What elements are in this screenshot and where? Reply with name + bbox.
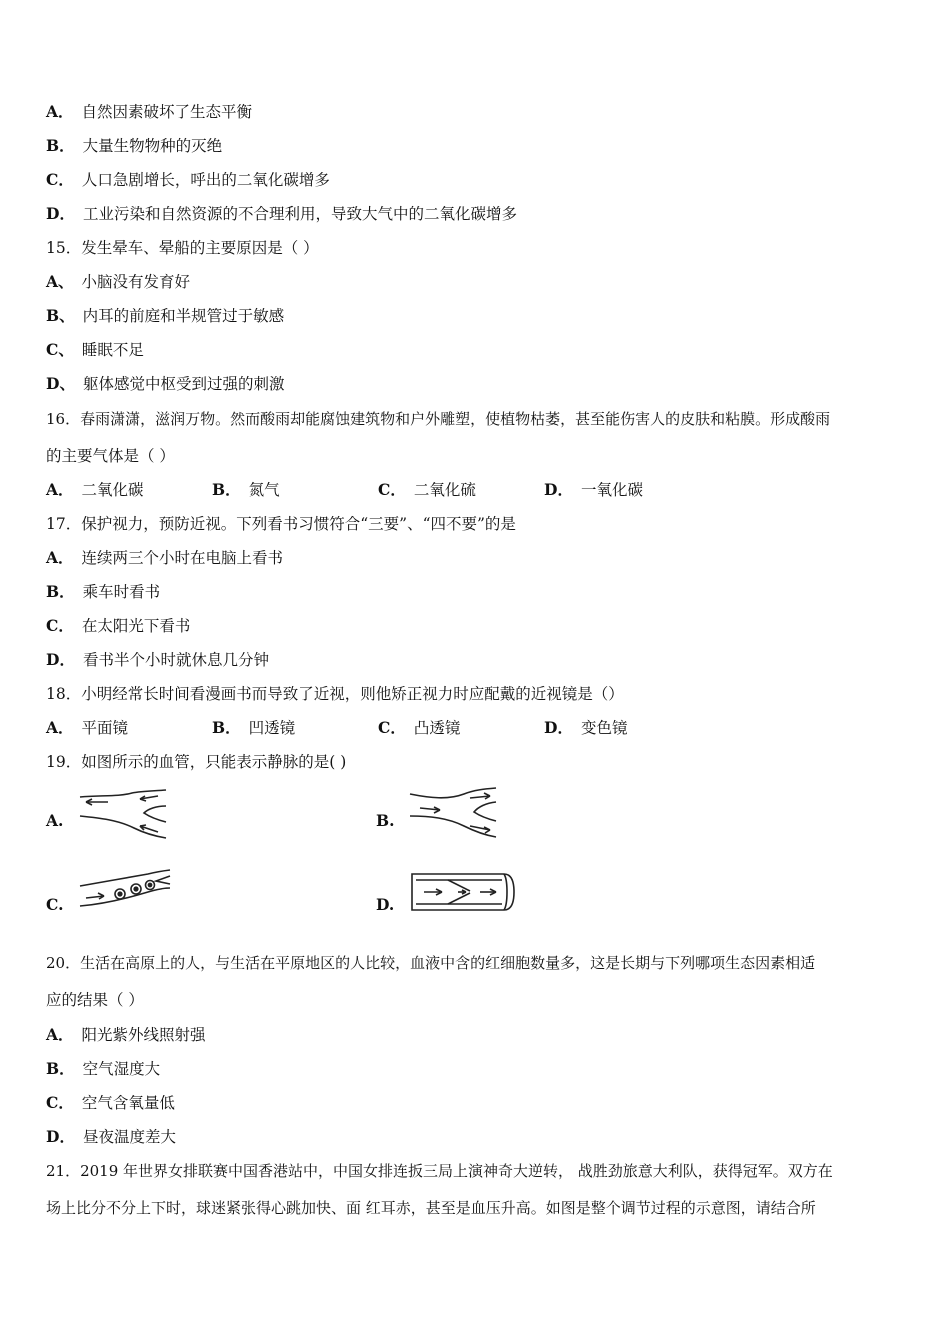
- q16-option-d: D． 一氧化碳: [544, 480, 643, 499]
- q16-option-c: C． 二氧化硫: [378, 480, 476, 499]
- q16-option-a: A． 二氧化碳: [46, 480, 144, 499]
- q17-option-b: B． 乘车时看书: [46, 582, 161, 601]
- q16-option-b: B． 氮气: [212, 480, 280, 499]
- q20-option-c: C． 空气含氧量低: [46, 1093, 175, 1112]
- q18-option-b: B． 凹透镜: [212, 718, 296, 737]
- q18-options-row: [46, 718, 627, 738]
- q19-label-b: B.: [376, 811, 395, 830]
- q14-option-d: D． 工业污染和自然资源的不合理利用，导致大气中的二氧化碳增多: [46, 204, 517, 223]
- q20-stem-line2: 应的结果（ ）: [46, 991, 144, 1009]
- q20-option-d: D． 昼夜温度差大: [46, 1127, 176, 1146]
- q19-label-c: C.: [46, 895, 64, 914]
- q19-figure-c-capillary: [78, 868, 174, 916]
- q21-stem-line1: 21．2019 年世界女排联赛中国香港站中，中国女排连扳三局上演神奇大逆转， 战胜劲旅意大利队，获得冠军。双方在: [46, 1162, 833, 1180]
- q17-stem: 17．保护视力，预防近视。下列看书习惯符合“三要”、“四不要”的是: [46, 515, 516, 533]
- q15-option-b: B、 内耳的前庭和半规管过于敏感: [46, 306, 285, 325]
- q17-option-a: A． 连续两三个小时在电脑上看书: [46, 548, 284, 567]
- q19-stem: 19．如图所示的血管，只能表示静脉的是( ): [46, 753, 347, 771]
- q16-stem-line1: 16．春雨潇潇，滋润万物。然而酸雨却能腐蚀建筑物和户外雕塑，使植物枯萎，甚至能伤害人的皮肤和粘膜。形成酸雨: [46, 410, 831, 428]
- q17-option-d: D． 看书半个小时就休息几分钟: [46, 650, 269, 669]
- q16-options-row: [46, 480, 643, 500]
- q20-option-a: A． 阳光紫外线照射强: [46, 1025, 206, 1044]
- q15-option-d: D、 躯体感觉中枢受到过强的刺激: [46, 374, 285, 393]
- q18-option-a: A． 平面镜: [46, 718, 129, 737]
- q21-stem-line2: 场上比分不分上下时，球迷紧张得心跳加快、面 红耳赤，甚至是血压升高。如图是整个调节过程的示意图，请结合所: [46, 1199, 816, 1217]
- q19-label-a: A.: [46, 811, 64, 830]
- q15-stem: 15．发生晕车、晕船的主要原因是（ ）: [46, 239, 319, 257]
- q18-stem: 18．小明经常长时间看漫画书而导致了近视，则他矫正视力时应配戴的近视镜是（）: [46, 685, 624, 703]
- q19-label-d: D.: [376, 895, 395, 914]
- q14-option-c: C． 人口急剧增长，呼出的二氧化碳增多: [46, 170, 330, 189]
- q18-option-d: D． 变色镜: [544, 718, 628, 737]
- q15-option-a: A、 小脑没有发育好: [46, 272, 191, 291]
- q18-option-c: C． 凸透镜: [378, 718, 461, 737]
- q19-figure-b-vessel: [408, 786, 500, 840]
- q14-option-b: B． 大量生物物种的灭绝: [46, 136, 223, 155]
- q17-option-c: C． 在太阳光下看书: [46, 616, 191, 635]
- q20-option-b: B． 空气湿度大: [46, 1059, 161, 1078]
- q14-option-a: A． 自然因素破坏了生态平衡: [46, 102, 253, 121]
- q19-figure-d-valve-vessel: [408, 870, 516, 914]
- q15-option-c: C、 睡眠不足: [46, 340, 144, 359]
- q16-stem-line2: 的主要气体是（ ）: [46, 447, 175, 465]
- q19-figure-a-vessel: [78, 788, 170, 840]
- q20-stem-line1: 20．生活在高原上的人，与生活在平原地区的人比较，血液中含的红细胞数量多，这是长期与下列哪项生态因素相适: [46, 954, 816, 972]
